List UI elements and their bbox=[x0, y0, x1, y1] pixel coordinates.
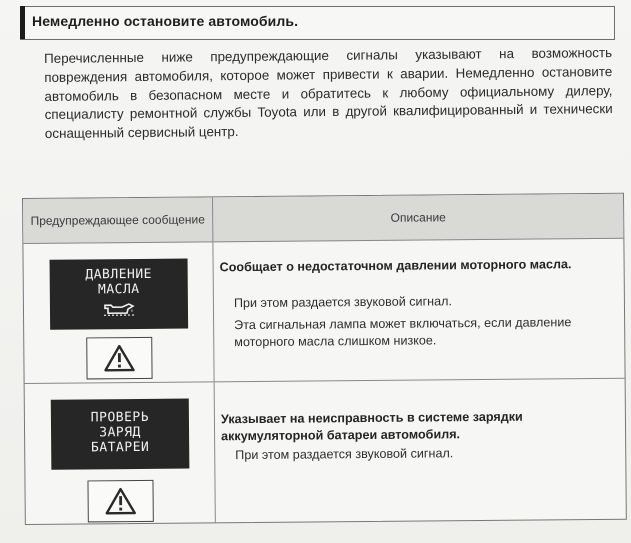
warning-table bbox=[22, 193, 627, 525]
master-warning-indicator bbox=[86, 337, 152, 380]
message-line: МАСЛА bbox=[97, 281, 140, 298]
description-summary: Сообщает о недостаточном давлении моторного масла. bbox=[219, 257, 572, 275]
column-header-message: Предупреждающее сообщение bbox=[23, 197, 213, 243]
warning-triangle-icon bbox=[105, 487, 137, 515]
table-row bbox=[23, 239, 624, 384]
description-line: При этом раздается звуковой сигнал. bbox=[235, 446, 454, 463]
description-line: При этом раздается звуковой сигнал. bbox=[233, 294, 453, 311]
description-line: Эта сигнальная лампа может включаться, если давление моторного масла слишком низкое. bbox=[234, 315, 572, 350]
table-row bbox=[25, 379, 626, 524]
intro-paragraph: Перечисленные ниже предупреждающие сигналы указывают на возможность повреждения автомобиля, которое может привести к аварии. Немедленно остановите автомобиль в безопасном месте и обратитесь к любому официальному дилеру, специалисту ремонтной службы Toyota или в другой квалифицированный и технически оснащенный сервисный центр. bbox=[44, 45, 613, 142]
message-line: ДАВЛЕНИЕ bbox=[85, 266, 153, 283]
message-line: БАТАРЕИ bbox=[90, 439, 150, 456]
message-cell bbox=[25, 382, 216, 524]
description-summary: Указывает на неисправность в системе зарядки аккумуляторной батареи автомобиля. bbox=[220, 409, 523, 444]
oil-can-icon bbox=[102, 300, 136, 316]
message-line: ЗАРЯД bbox=[99, 424, 141, 441]
table-header bbox=[23, 194, 623, 244]
master-warning-indicator bbox=[87, 480, 153, 523]
oil-pressure-message-display bbox=[50, 259, 189, 330]
description-cell bbox=[213, 239, 624, 382]
warning-triangle-icon bbox=[103, 344, 135, 372]
message-cell bbox=[23, 242, 214, 383]
column-header-description: Описание bbox=[390, 210, 446, 225]
section-header-marker bbox=[20, 6, 25, 39]
section-title: Немедленно остановите автомобиль. bbox=[32, 13, 299, 29]
message-line: ПРОВЕРЬ bbox=[90, 409, 150, 426]
battery-charge-message-display bbox=[51, 399, 190, 470]
description-cell bbox=[215, 379, 626, 523]
